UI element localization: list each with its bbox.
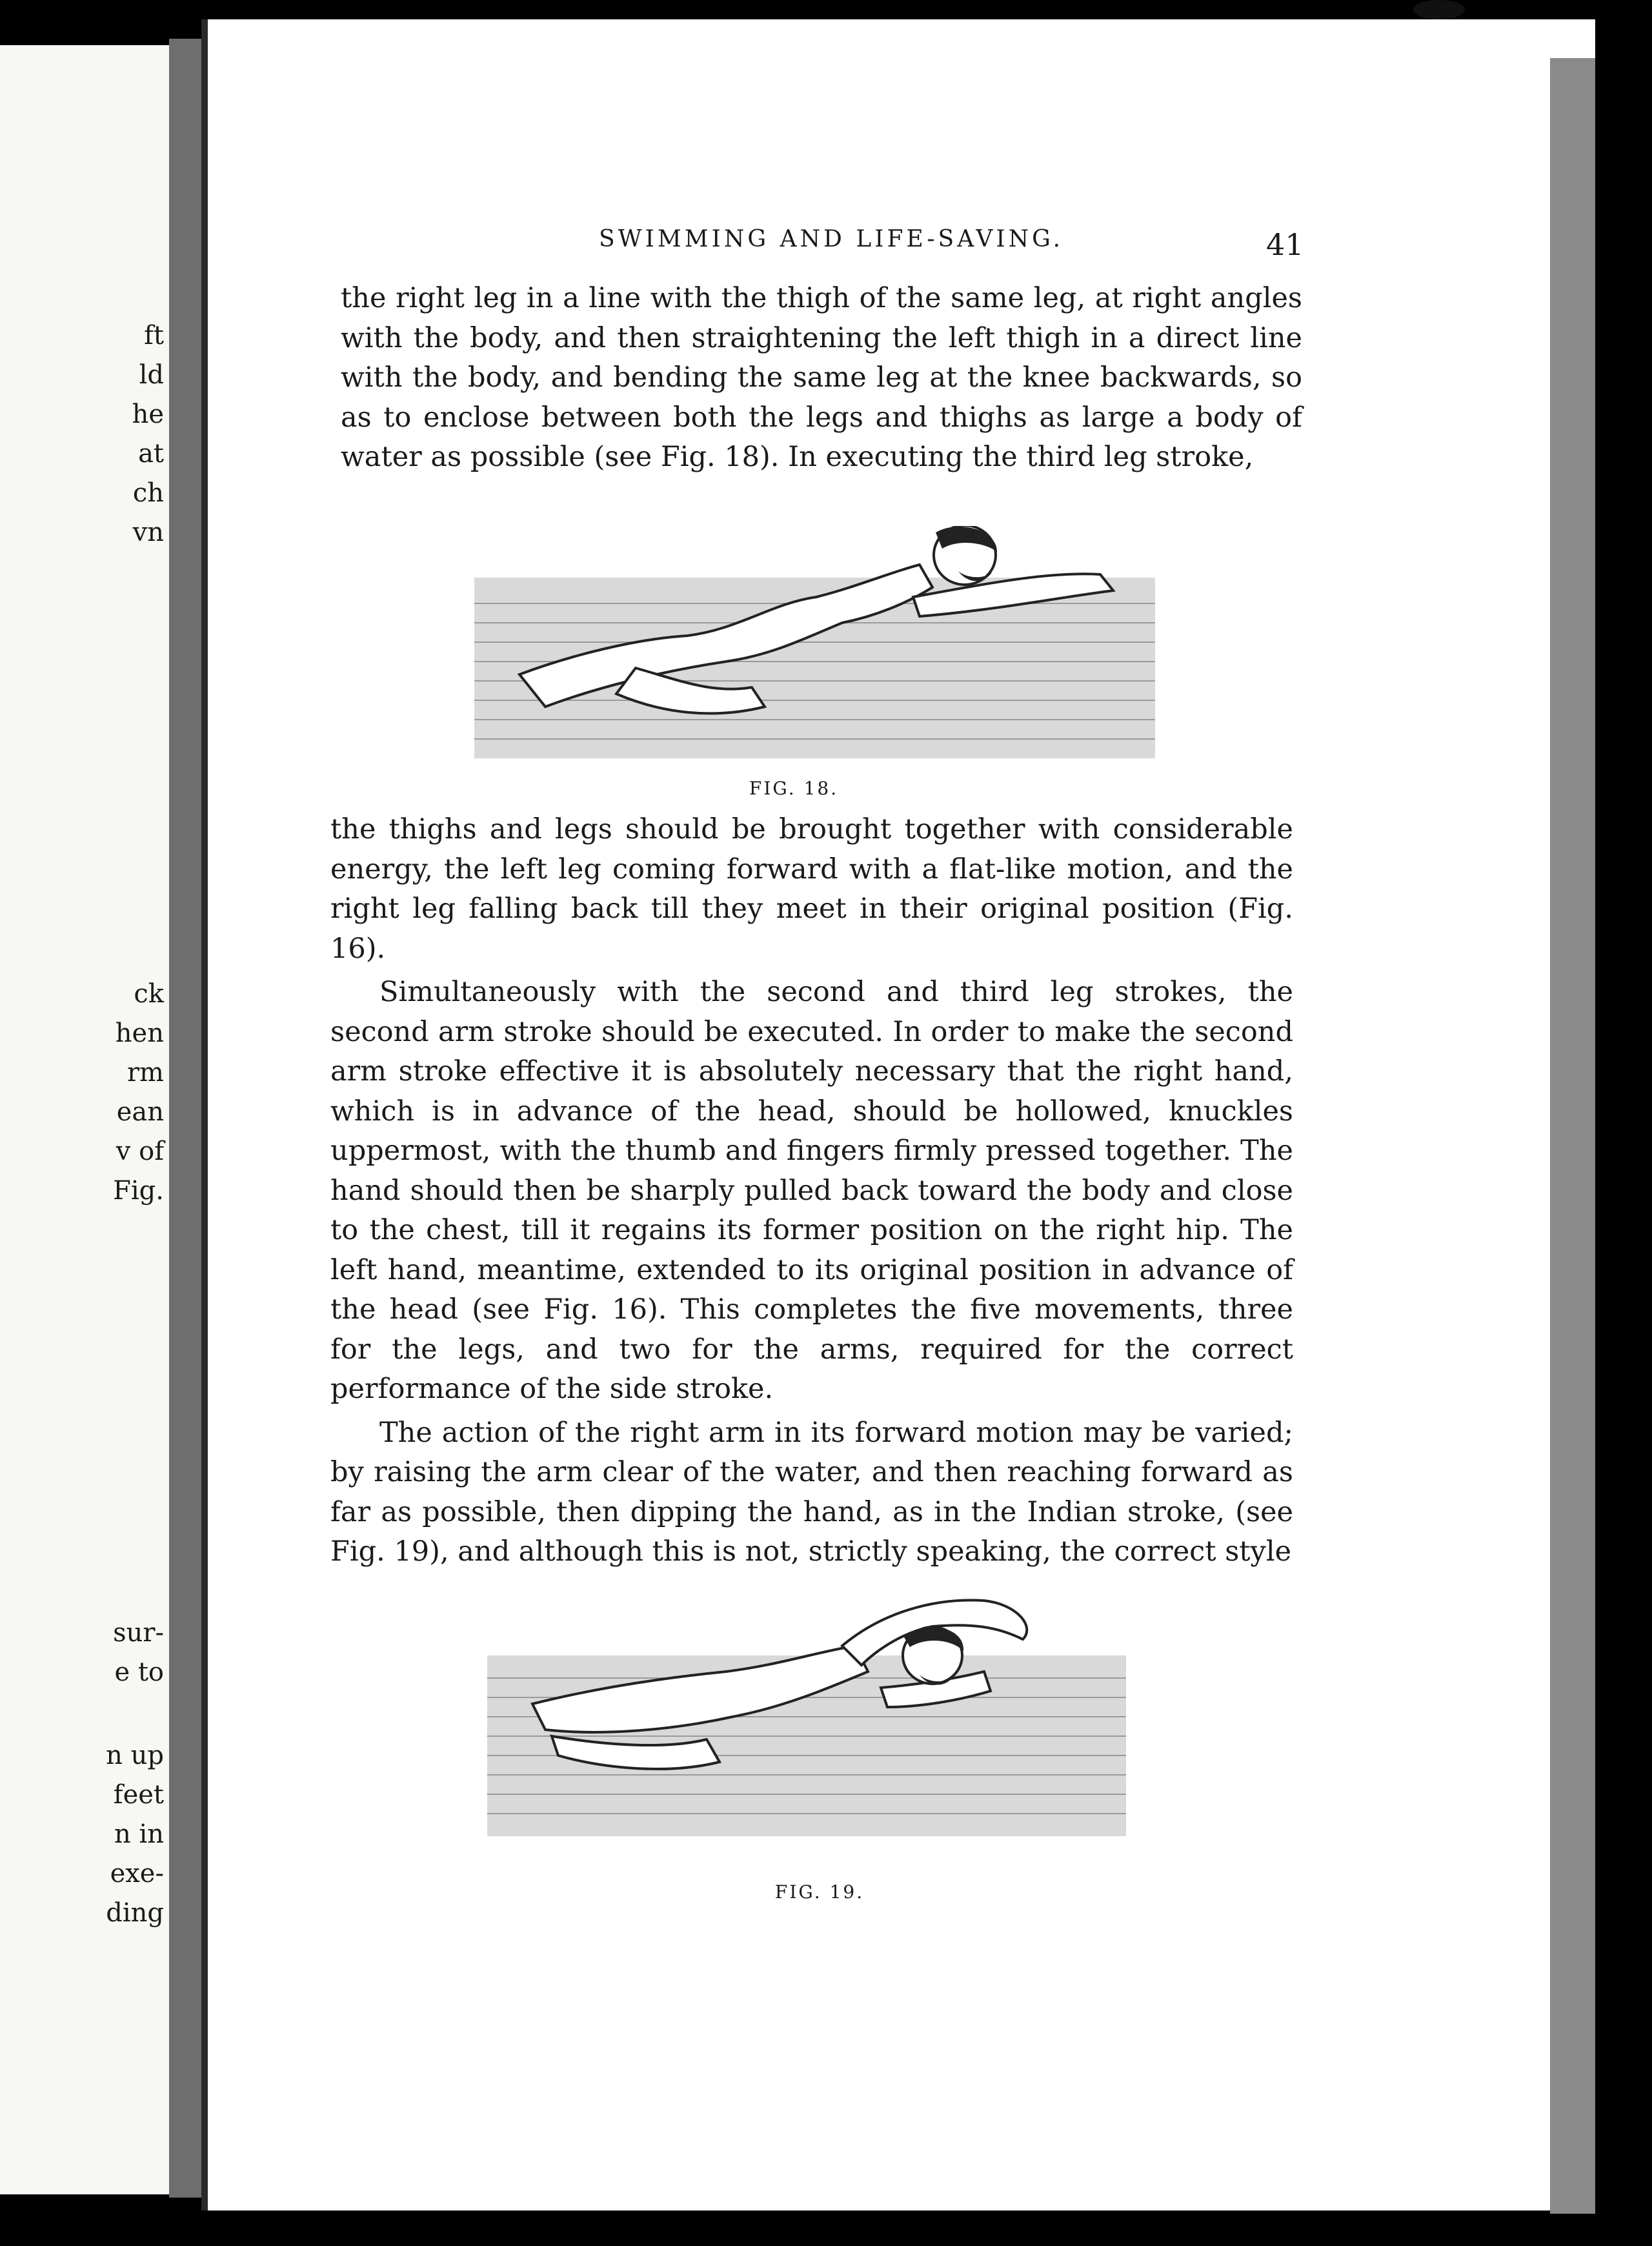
paragraph-leg-stroke: the thighs and legs should be brought together with considerable energy, the left leg coming forward with a flat-like motion, and the right leg falling back till they meet in their original position (Fig. 16). (330, 813, 1293, 965)
figure-18-illustration (468, 526, 1162, 765)
facing-page-fragment: ch (132, 478, 164, 508)
facing-page-fragment: hen (115, 1018, 164, 1048)
facing-page-fragment: ld (139, 360, 164, 390)
paragraph-block-1 (341, 279, 1302, 478)
paragraph-right-arm: The action of the right arm in its forward motion may be varied; by raising the arm clear of the water, and then reaching forward as far as possible, then dipping the hand, as in the Indian stroke, (see Fig. 19), and although this is not, strictly speaking, the correct style (330, 1416, 1293, 1568)
paragraph-arm-stroke: Simultaneously with the second and third leg strokes, the second arm stroke should be executed. In order to make the second arm stroke effective it is absolutely necessary that the right hand, which is in advance of the head, should be hollowed, knuckles uppermost, with the thumb and fingers firmly pressed together. The hand should then be sharply pulled back toward the body and close to the chest, till it regains its former position on the right hip. The left hand, meantime, extended to its original position in advance of the head (see Fig. 16). This completes the five movements, three for the legs, and two for the arms, required for the correct performance of the side stroke. (330, 976, 1293, 1405)
page-fore-edge (1550, 58, 1595, 2214)
facing-page-fragment: e to (114, 1657, 164, 1687)
facing-page-fragment: ck (134, 979, 164, 1009)
facing-page-fragment: ding (106, 1898, 164, 1928)
facing-page-fragment: v of (116, 1137, 164, 1166)
figure-18-caption: FIG. 18. (749, 778, 839, 799)
facing-page-fragment: Fig. (113, 1176, 164, 1206)
facing-page-fragment: ean (116, 1097, 164, 1127)
paragraph-continued: the right leg in a line with the thigh of the same leg, at right angles with the body, and then straightening the left thigh in a direct line with the body, and bending the same leg at the knee backwards, so as to enclose between both the legs and thighs as large a body of water as possible (see Fig. 18). In executing the third leg stroke, (341, 282, 1302, 473)
page-number: 41 (1266, 227, 1304, 262)
figure-19-illustration (481, 1575, 1133, 1839)
facing-page-edge (0, 45, 169, 2194)
facing-page-fragment: sur- (113, 1618, 164, 1648)
facing-page-fragment: at (138, 439, 164, 469)
facing-page-fragment: ft (144, 321, 164, 350)
facing-page-fragment: n in (114, 1819, 164, 1849)
facing-page-fragment: he (132, 400, 164, 429)
paragraph-block-2 (330, 810, 1293, 1572)
scan-artifact (1413, 0, 1465, 19)
facing-page-fragment: n up (106, 1741, 164, 1770)
figure-19-caption: FIG. 19. (774, 1881, 865, 1903)
facing-page-fragment: feet (113, 1780, 164, 1810)
running-head: SWIMMING AND LIFE-SAVING. (599, 226, 1064, 252)
facing-page-fragment: rm (126, 1058, 164, 1088)
facing-page-fragment: vn (132, 518, 164, 547)
facing-page-fragment: exe- (110, 1859, 164, 1888)
